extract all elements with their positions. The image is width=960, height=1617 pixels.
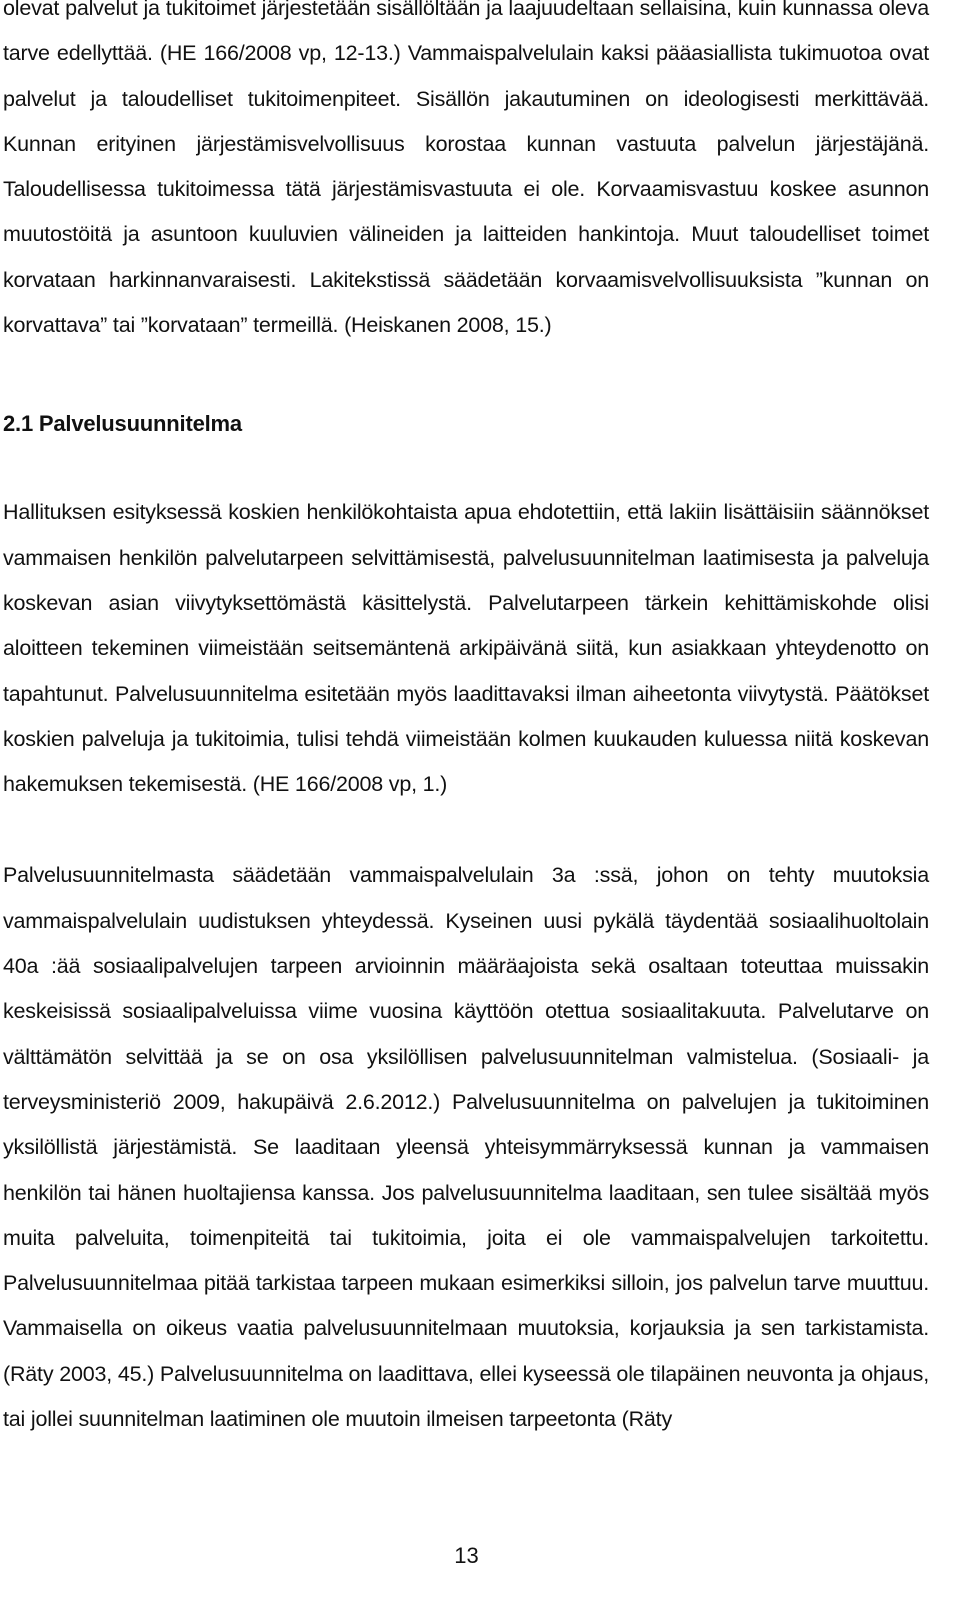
section-heading: 2.1 Palvelusuunnitelma [3, 411, 242, 437]
paragraph-text: olevat palvelut ja tukitoimet järjestetään sisällöltään ja laajuudeltaan sellaisina, kuin kunnassa oleva tarve edellyttää. (HE 166/2008 vp, 12-13.) Vammaispalvelulain kaksi pääasiallista tukimuotoa ovat palvelut ja taloudelliset tukitoimenpiteet. Sisällön jakautuminen on ideologisesti merkittävää. Kunnan erityinen järjestämisvelvollisuus korostaa kunnan vastuuta palvelun järjestäjänä. Taloudellisessa tukitoimessa tätä järjestämisvastuuta ei ole. Korvaamisvastuu koskee asunnon muutostöitä ja asuntoon kuuluvien välineiden ja laitteiden hankintoja. Muut taloudelliset toimet korvataan harkinnanvaraisesti. Lakitekstissä säädetään korvaamisvelvollisuuksista ”kunnan on korvattava” tai ”korvataan” termeillä. (Heiskanen 2008, 15.) [3, 0, 929, 338]
paragraph-text: Palvelusuunnitelmasta säädetään vammaispalvelulain 3a :ssä, johon on tehty muutoksia vammaispalvelulain uudistuksen yhteydessä. Kyseinen uusi pykälä täydentää sosiaalihuoltolain 40a :ää sosiaalipalvelujen tarpeen arvioinnin määräajoista sekä osaltaan toteuttaa muissakin keskeisissä sosiaalipalveluissa viime vuosina käyttöön otettua sosiaalitakuuta. Palvelutarve on välttämätön selvittää ja se on osa yksilöllisen palvelusuunnitelman valmistelua. (Sosiaali- ja terveysministeriö 2009, hakupäivä 2.6.2012.) Palvelusuunnitelma on palvelujen ja tukitoiminen yksilöllistä järjestämistä. Se laaditaan yleensä yhteisymmärryksessä kunnan ja vammaisen henkilön tai hänen huoltajiensa kanssa. Jos palvelusuunnitelma laaditaan, sen tulee sisältää myös muita palveluita, toimenpiteitä tai tukitoimia, joita ei ole vammaispalvelujen tarkoitettu. Palvelusuunnitelmaa pitää tarkistaa tarpeen mukaan esimerkiksi silloin, jos palvelun tarve muuttuu. Vammaisella on oikeus vaatia palvelusuunnitelmaan muutoksia, korjauksia ja sen tarkistamista. (Räty 2003, 45.) Palvelusuunnitelma on laadittava, ellei kyseessä ole tilapäinen neuvonta ja ohjaus, tai jollei suunnitelman laatiminen ole muutoin ilmeisen tarpeetonta (Räty [3, 863, 929, 1432]
spacer [3, 807, 929, 853]
page-number: 13 [454, 1543, 479, 1568]
spacer [3, 446, 929, 490]
document-body [3, 0, 929, 1442]
paragraph-text: Hallituksen esityksessä koskien henkilökohtaista apua ehdotettiin, että lakiin lisättäisiin säännökset vammaisen henkilön palvelutarpeen selvittämisestä, palvelusuunnitelman laatimisesta ja palveluja koskevan asian viivytyksettömästä käsittelystä. Palvelutarpeen tärkein kehittämiskohde olisi aloitteen tekeminen viimeistään seitsemäntenä arkipäivänä siitä, kun asiakkaan yhteydenotto on tapahtunut. Palvelusuunnitelma esitetään myös laadittavaksi ilman aiheetonta viivytystä. Päätökset koskien palveluja ja tukitoimia, tulisi tehdä viimeistään kolmen kuukauden kuluessa niitä koskevan hakemuksen tekemisestä. (HE 166/2008 vp, 1.) [3, 500, 929, 797]
